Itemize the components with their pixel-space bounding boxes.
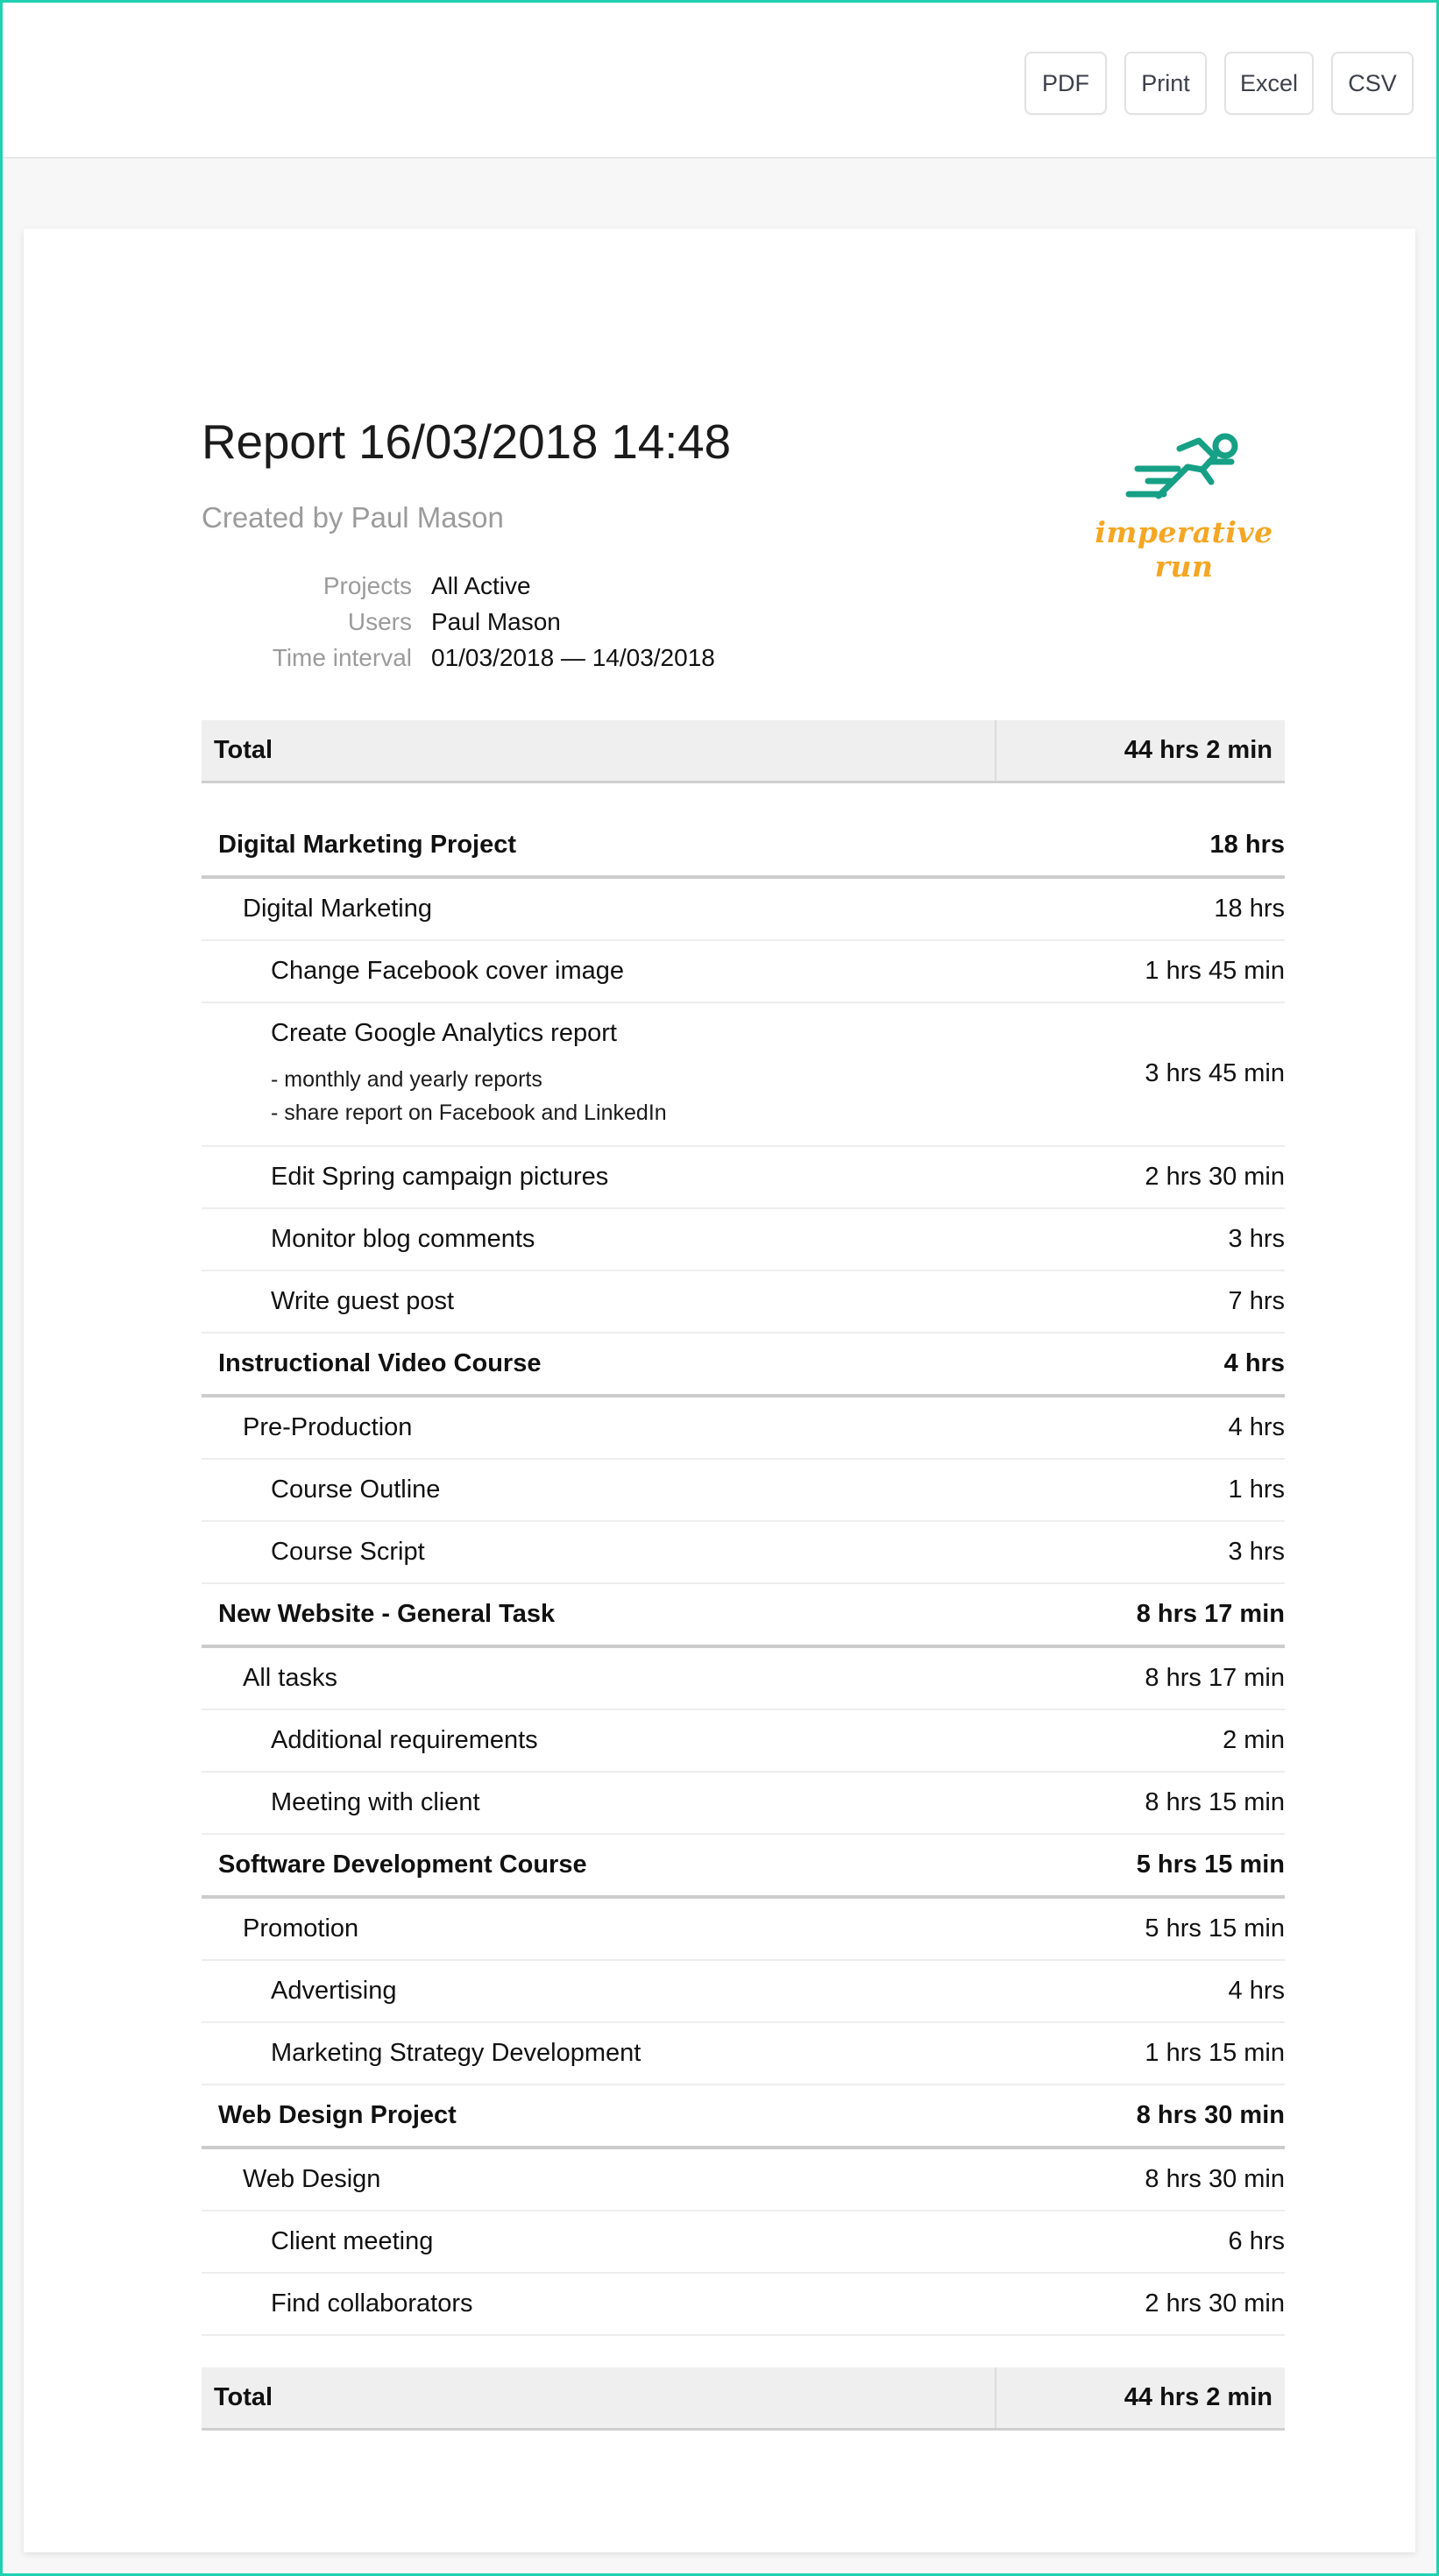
task-note-line: - monthly and yearly reports [271,1066,542,1092]
row-duration: 2 min [996,1709,1285,1772]
export-toolbar [3,3,1436,159]
report-content [24,229,1415,2431]
row-duration: 4 hrs [996,1960,1285,2022]
group-row [202,877,1285,940]
group-row [202,1646,1285,1709]
row-duration: 8 hrs 17 min [996,1646,1285,1709]
total-row-bottom [202,2367,1285,2430]
row-label [202,1459,996,1521]
row-label [202,1709,996,1772]
export-button-group [1007,52,1414,115]
group-row [202,1897,1285,1960]
meta-value: 01/03/2018 — 14/03/2018 [431,643,715,671]
spacer [202,2335,1285,2367]
row-duration: 5 hrs 15 min [996,1897,1285,1960]
row-label [202,720,996,782]
task-row [202,2211,1285,2273]
meta-row [202,644,715,680]
row-label [202,2273,996,2335]
row-label-text: Additional requirements [271,1725,538,1754]
row-label [202,1897,996,1960]
meta-row [202,608,715,644]
row-duration: 18 hrs [996,815,1285,877]
task-row [202,1208,1285,1270]
row-duration: 1 hrs [996,1459,1285,1521]
group-row [202,1396,1285,1459]
report-header [202,414,1286,680]
row-duration: 7 hrs [996,1270,1285,1333]
page-title: Report 16/03/2018 14:48 [202,414,731,469]
row-label-text: Digital Marketing [243,894,432,923]
row-label-text: Client meeting [271,2226,434,2255]
row-duration: 2 hrs 30 min [996,1146,1285,1208]
export-excel-button[interactable]: Excel [1224,52,1314,115]
export-pdf-button[interactable]: PDF [1024,52,1107,115]
row-label [202,1960,996,2022]
row-label [202,1146,996,1208]
total-row-top [202,720,1285,782]
row-label [202,2022,996,2084]
row-duration: 4 hrs [996,1396,1285,1459]
row-label-text: Software Development Course [218,1850,587,1879]
group-row [202,2148,1285,2211]
spacer-cell [202,2335,1285,2367]
task-row [202,1709,1285,1772]
export-print-button[interactable]: Print [1124,52,1207,115]
row-label-text: Create Google Analytics report [271,1018,617,1047]
meta-row [202,572,715,608]
project-row [202,1333,1285,1396]
row-label [202,940,996,1002]
task-row [202,2273,1285,2335]
row-duration: 8 hrs 17 min [996,1583,1285,1646]
row-label [202,1333,996,1396]
task-note-line: - share report on Facebook and LinkedIn [271,1100,667,1125]
row-duration: 5 hrs 15 min [996,1834,1285,1897]
row-label-text: Edit Spring campaign pictures [271,1162,609,1191]
row-label [202,877,996,940]
row-label-text: Web Design Project [218,2100,457,2129]
row-duration: 3 hrs 45 min [996,1002,1285,1146]
row-duration: 2 hrs 30 min [996,2273,1285,2335]
report-card [24,229,1415,2552]
row-duration: 8 hrs 30 min [996,2084,1285,2148]
row-label [202,2148,996,2211]
report-meta-body [202,572,715,680]
row-label [202,815,996,877]
row-label [202,2367,996,2430]
row-duration: 44 hrs 2 min [996,2367,1285,2430]
row-duration: 8 hrs 30 min [996,2148,1285,2211]
row-label-text: Write guest post [271,1286,455,1315]
row-label-text: New Website - General Task [218,1599,556,1628]
time-report-body [202,720,1285,2430]
brand-logo [1082,429,1286,584]
row-duration: 18 hrs [996,877,1285,940]
row-label-text: Course Script [271,1537,425,1566]
row-label [202,2084,996,2148]
created-by-label: Created by Paul Mason [202,500,504,534]
row-label-text: Marketing Strategy Development [271,2038,642,2067]
row-label-text: All tasks [243,1663,337,1692]
logo-wordmark: imperative run [1095,515,1273,584]
spacer-cell [202,782,1285,815]
meta-label: Time interval [272,643,412,671]
row-label [202,1834,996,1897]
row-label-text: Pre-Production [243,1412,413,1441]
row-label-text: Advertising [271,1976,397,2005]
row-label-text: Find collaborators [271,2289,473,2318]
row-label [202,1772,996,1834]
row-label-text: Course Outline [271,1475,441,1504]
row-duration: 6 hrs [996,2211,1285,2273]
row-label [202,2211,996,2273]
project-row [202,1834,1285,1897]
task-row [202,1960,1285,2022]
running-man-icon [1118,429,1250,510]
row-duration: 1 hrs 45 min [996,940,1285,1002]
task-notes [271,1063,996,1129]
row-duration: 3 hrs [996,1521,1285,1583]
row-label [202,1208,996,1270]
spacer [202,782,1285,815]
row-label [202,1646,996,1709]
row-label [202,1002,996,1146]
task-row [202,1772,1285,1834]
meta-label: Projects [323,571,412,599]
row-label [202,1270,996,1333]
row-duration: 4 hrs [996,1333,1285,1396]
row-duration: 8 hrs 15 min [996,1772,1285,1834]
row-duration: 3 hrs [996,1208,1285,1270]
meta-value: All Active [431,571,531,599]
row-label [202,1396,996,1459]
row-label-text: Change Facebook cover image [271,956,625,985]
project-row [202,815,1285,877]
row-duration: 1 hrs 15 min [996,2022,1285,2084]
row-label [202,1521,996,1583]
project-row [202,1583,1285,1646]
report-meta-table [202,572,715,680]
task-row [202,1002,1285,1146]
export-csv-button[interactable]: CSV [1331,52,1414,115]
row-label-text: Monitor blog comments [271,1224,535,1253]
row-label-text: Meeting with client [271,1787,480,1816]
task-row [202,1521,1285,1583]
row-label-text: Total [214,2382,273,2411]
row-label-text: Web Design [243,2164,381,2193]
project-row [202,2084,1285,2148]
task-row [202,940,1285,1002]
row-label-text: Promotion [243,1914,359,1943]
row-label [202,1583,996,1646]
meta-value: Paul Mason [431,607,561,635]
task-row [202,1146,1285,1208]
time-report-table [202,720,1285,2431]
task-row [202,1270,1285,1333]
row-duration: 44 hrs 2 min [996,720,1285,782]
row-label-text: Total [214,735,273,764]
row-label-text: Digital Marketing Project [218,830,517,859]
task-row [202,1459,1285,1521]
meta-label: Users [347,607,412,635]
row-label-text: Instructional Video Course [218,1348,542,1377]
task-row [202,2022,1285,2084]
